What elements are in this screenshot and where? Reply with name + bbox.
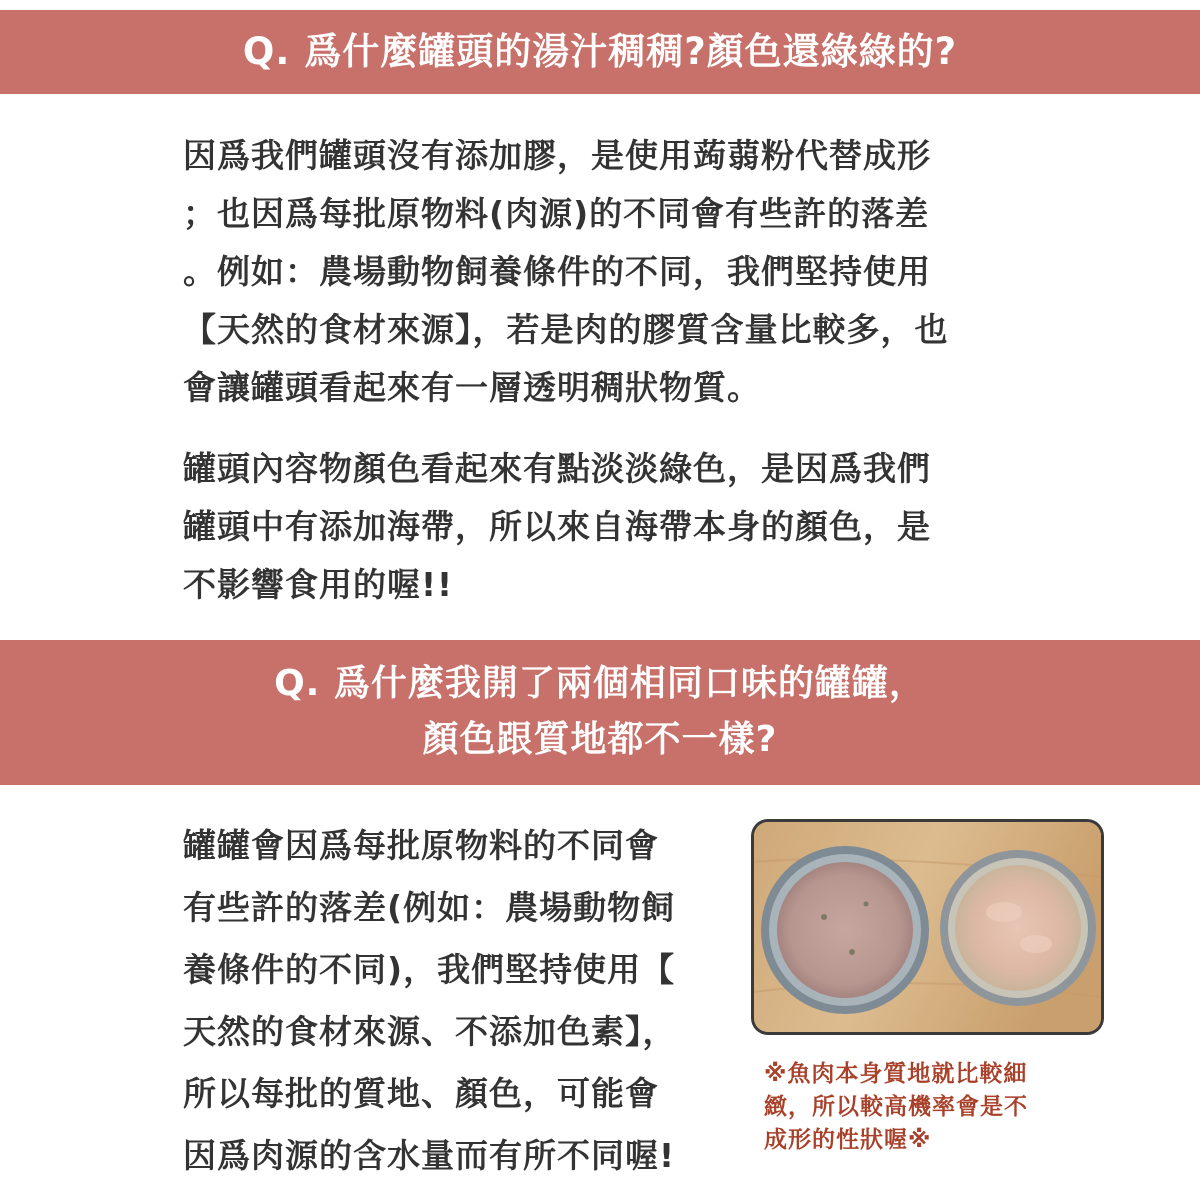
answer-line: ；也因爲每批原物料(肉源)的不同會有些許的落差 — [183, 194, 930, 233]
answer-line: 天然的食材來源、不添加色素】， — [183, 1012, 677, 1051]
question-banner-2 — [0, 640, 1200, 785]
answer-line: 。例如：農場動物飼養條件的不同，我們堅持使用 — [183, 252, 931, 291]
answer-line: 會讓罐頭看起來有一層透明稠狀物質。 — [183, 368, 761, 407]
question-title-2-line-2: 顏色跟質地都不一樣? — [422, 719, 778, 760]
note-line: 緻，所以較高機率會是不 — [764, 1094, 1028, 1120]
answer-line: 所以每批的質地、顏色，可能會 — [183, 1074, 659, 1113]
answer-line: 罐頭中有添加海帶，所以來自海帶本身的顏色，是 — [183, 507, 931, 546]
answer-line: 罐罐會因爲每批原物料的不同會 — [183, 826, 659, 865]
note-line: ※魚肉本身質地就比較細 — [764, 1061, 1028, 1087]
photo-caption-note — [764, 1058, 1104, 1157]
answer-line: 有些許的落差(例如：農場動物飼 — [183, 888, 676, 927]
question-title-1: Q. 爲什麼罐頭的湯汁稠稠?顏色還綠綠的? — [242, 30, 958, 73]
question-banner-1 — [0, 10, 1200, 94]
answer-line: 不影響食用的喔!! — [183, 565, 454, 604]
answer-paragraph-2 — [183, 440, 1033, 614]
answer-line: 因爲肉源的含水量而有所不同喔! — [183, 1136, 676, 1175]
answer-line: 罐頭內容物顏色看起來有點淡淡綠色，是因爲我們 — [183, 449, 931, 488]
note-line: 成形的性狀喔※ — [764, 1127, 932, 1153]
answer-paragraph-1 — [183, 127, 1033, 417]
answer-line: 養條件的不同)，我們堅持使用【 — [183, 950, 676, 989]
answer-line: 【天然的食材來源】，若是肉的膠質含量比較多，也 — [183, 310, 949, 349]
answer-paragraph-3 — [183, 815, 743, 1187]
question-title-2-line-1: Q. 爲什麼我開了兩個相同口味的罐罐， — [274, 663, 926, 704]
canned-food-photo — [754, 822, 1101, 1032]
answer-line: 因爲我們罐頭沒有添加膠，是使用蒟蒻粉代替成形 — [183, 136, 931, 175]
